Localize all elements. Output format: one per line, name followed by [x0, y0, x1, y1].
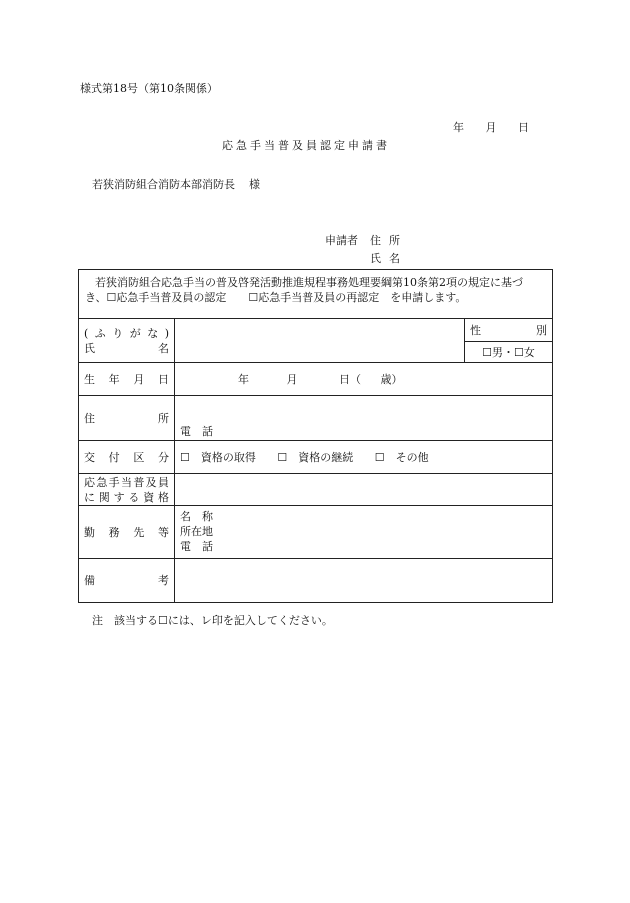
intro-line-2[interactable]: き、☐応急手当普及員の認定 ☐応急手当普及員の再認定 を申請します。	[85, 291, 467, 304]
intro-line-1: 若狭消防組合応急手当の普及啓発活動推進規程事務処理要綱第10条第2項の規定に基づ	[95, 276, 523, 289]
document-title: 応急手当普及員認定申請書	[222, 139, 390, 152]
qualification-label-line-1: 応急手当普及員	[84, 475, 169, 489]
address-phone-label: 電 話	[180, 425, 213, 438]
issue-option-continue[interactable]: ☐ 資格の継続	[277, 450, 354, 464]
sex-options[interactable]: ☐男・☐女	[465, 342, 553, 363]
addressee-honorific: 様	[249, 178, 260, 191]
workplace-input-cell[interactable]	[175, 506, 553, 559]
name-label: 氏名	[84, 341, 169, 355]
qualification-input-cell[interactable]	[175, 474, 553, 506]
date-day-label: 日	[518, 121, 529, 134]
date-line	[453, 119, 529, 135]
sex-label: 性別	[465, 319, 553, 342]
qualification-label-cell	[79, 474, 175, 506]
address-input-cell[interactable]	[175, 396, 553, 441]
applicant-address-label: 住所	[370, 234, 408, 247]
dob-label: 生年月日	[79, 363, 175, 396]
workplace-location-label: 所在地	[180, 525, 213, 538]
remarks-input-cell[interactable]	[175, 559, 553, 603]
remarks-label: 備考	[79, 559, 175, 603]
application-form-table	[78, 269, 553, 603]
issue-category-options	[175, 441, 553, 474]
addressee	[92, 176, 260, 192]
dob-year-label: 年	[238, 372, 249, 386]
workplace-name-label: 名 称	[180, 510, 213, 523]
dob-day-label: 日（	[339, 372, 361, 386]
dob-age-label: 歳）	[380, 372, 403, 386]
issue-option-other[interactable]: ☐ その他	[374, 450, 429, 464]
issue-category-label: 交付区分	[79, 441, 175, 474]
name-label-cell	[79, 319, 175, 363]
date-year-label: 年	[453, 121, 464, 134]
date-month-label: 月	[485, 121, 497, 134]
dob-input-cell[interactable]	[175, 363, 553, 396]
issue-option-acquire[interactable]: ☐ 資格の取得	[180, 450, 256, 464]
form-number: 様式第18号（第10条関係）	[80, 82, 218, 95]
furigana-label: (ふりがな)	[84, 326, 169, 340]
addressee-name: 若狭消防組合消防本部消防長	[92, 178, 235, 191]
workplace-phone-label: 電 話	[180, 540, 213, 553]
dob-month-label: 月	[286, 372, 298, 386]
qualification-label-line-2: に関する資格	[84, 490, 169, 504]
footer-note: 注 該当する☐には、レ印を記入してください。	[92, 614, 333, 627]
workplace-label: 勤務先等	[79, 506, 175, 559]
intro-statement	[79, 270, 553, 319]
name-input-cell[interactable]	[175, 319, 465, 363]
applicant-label: 申請者	[325, 234, 358, 247]
address-label: 住所	[79, 396, 175, 441]
applicant-name-label: 氏名	[370, 252, 408, 265]
